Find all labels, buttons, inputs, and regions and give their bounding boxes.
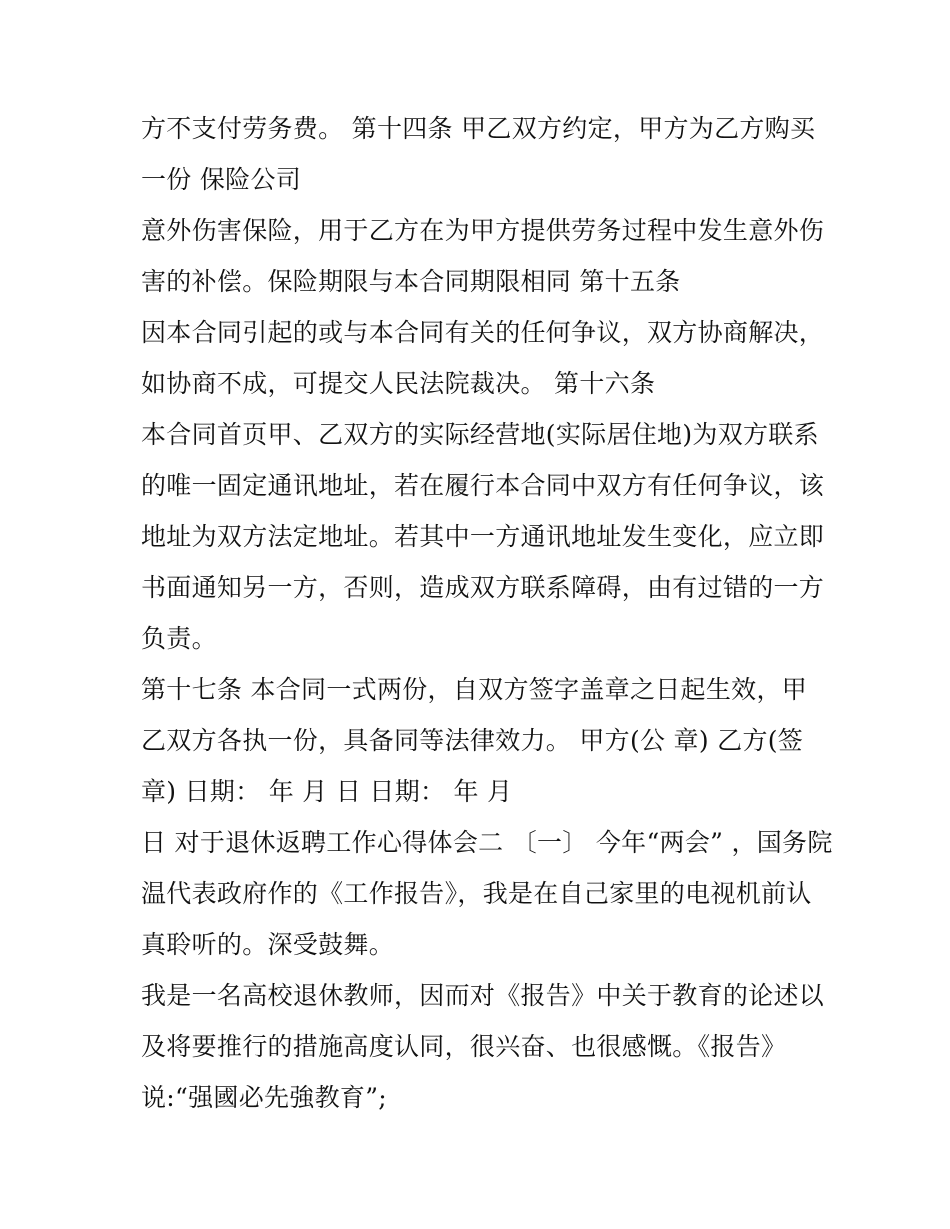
text-line: 意外伤害保险，用于乙方在为甲方提供劳务过程中发生意外伤	[141, 216, 825, 245]
text-line: 及将要推行的措施高度认同，很兴奋、也很感慨。《报告》	[141, 1032, 787, 1061]
text-line: 真聆听的。深受鼓舞。	[141, 930, 395, 959]
text-line: 负责。	[141, 624, 217, 653]
text-line: 乙双方各执一份，具备同等法律效力。 甲方(公 章) 乙方(签	[141, 726, 804, 755]
text-line: 第十七条 本合同一式两份，自双方签字盖章之日起生效，甲	[141, 675, 808, 704]
text-line: 我是一名高校退休教师，因而对《报告》中关于教育的论述以	[141, 981, 825, 1010]
text-line: 日 对于退休返聘工作心得体会二 〔一〕 今年“两会” ，国务院	[141, 828, 833, 857]
text-line: 温代表政府作的《工作报告》，我是在自己家里的电视机前认	[141, 879, 812, 908]
text-line: 害的补偿。保险期限与本合同期限相同 第十五条	[141, 267, 681, 296]
text-line: 说:“强國必先強教育”;	[141, 1083, 388, 1112]
text-line: 一份 保险公司	[141, 165, 302, 194]
text-line: 如协商不成，可提交人民法院裁决。 第十六条	[141, 369, 656, 398]
text-line: 方不支付劳务费。 第十四条 甲乙双方约定，甲方为乙方购买	[141, 114, 816, 143]
text-line: 因本合同引起的或与本合同有关的任何争议，双方协商解决，	[141, 318, 825, 347]
text-line: 本合同首页甲、乙双方的实际经营地(实际居住地)为双方联系	[141, 420, 819, 449]
text-line: 书面通知另一方，否则，造成双方联系障碍，由有过错的一方	[141, 573, 825, 602]
text-line: 章) 日期： 年 月 日 日期： 年 月	[141, 777, 513, 806]
text-line: 的唯一固定通讯地址，若在履行本合同中双方有任何争议，该	[141, 471, 825, 500]
text-line: 地址为双方法定地址。若其中一方通讯地址发生变化，应立即	[141, 522, 825, 551]
